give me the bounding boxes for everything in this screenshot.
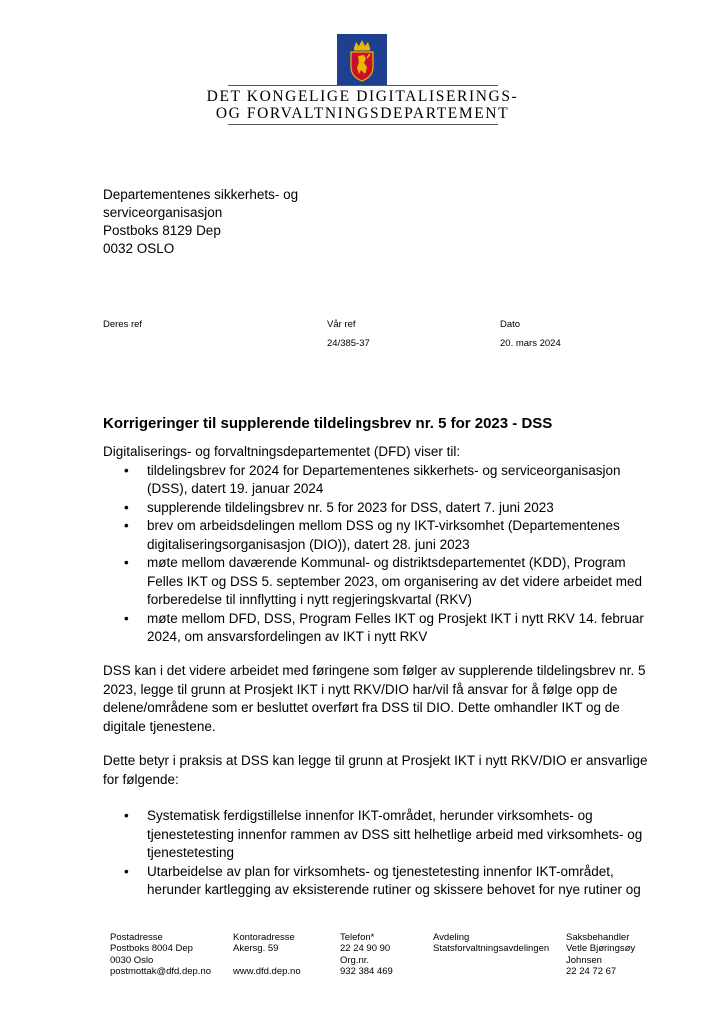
reference-list xyxy=(103,462,648,647)
intro-text: Digitaliserings- og forvaltningsdepartementet (DFD) viser til: xyxy=(103,444,461,459)
footer-value: Postboks 8004 Dep xyxy=(110,943,193,955)
list-item: • brev om arbeidsdelingen mellom DSS og ny IKT-virksomhet (Departementenes digitaliseringsorganisasjon (DIO)), datert 28. juni 2023 xyxy=(103,517,648,554)
footer-value: Akersg. 59 xyxy=(233,943,279,955)
var-ref-value: 24/385-37 xyxy=(327,338,370,349)
var-ref-label: Vår ref xyxy=(327,319,356,330)
recipient-address xyxy=(103,186,298,258)
footer-value: 22 24 90 90 xyxy=(340,943,391,955)
coat-of-arms-logo xyxy=(337,34,387,86)
footer-value xyxy=(233,955,301,966)
ministry-name-line1: DET KONGELIGE DIGITALISERINGS- xyxy=(206,88,519,105)
dato-value: 20. mars 2024 xyxy=(500,338,561,349)
footer-value: Johnsen xyxy=(566,954,602,966)
footer-label: Saksbehandler xyxy=(566,932,630,943)
footer-label: Avdeling xyxy=(433,932,470,943)
header-rule-top xyxy=(228,85,498,86)
footer-value: Statsforvaltningsavdelingen xyxy=(433,943,550,955)
recipient-line: Departementenes sikkerhets- og xyxy=(103,187,299,202)
recipient-line: serviceorganisasjon xyxy=(103,205,223,220)
footer-value: Vetle Bjøringsøy xyxy=(566,943,636,955)
footer-website: www.dfd.dep.no xyxy=(233,965,301,977)
list-item: • møte mellom daværende Kommunal- og distriktsdepartementet (KDD), Program Felles IKT og DSS 5. september 2023, om organisering av det videre arbeidet med forberedelse til innflytting i nytt regjeringskvartal (RKV) xyxy=(103,554,648,610)
footer-value: 22 24 72 67 xyxy=(566,965,617,977)
intro-section xyxy=(103,443,648,647)
footer-email: postmottak@dfd.dep.no xyxy=(110,965,212,977)
footer-telefon xyxy=(340,932,393,977)
list-item: • supplerende tildelingsbrev nr. 5 for 2023 for DSS, datert 7. juni 2023 xyxy=(103,499,648,518)
recipient-line: Postboks 8129 Dep xyxy=(103,223,221,238)
paragraph-1: DSS kan i det videre arbeidet med føringene som følger av supplerende tildelingsbrev nr. 5 2023, legge til grunn at Prosjekt IKT i nytt RKV/DIO har/vil få ansvar for å følge opp de delene/områdene som er besluttet overført fra DSS til DIO. Dette omhandler IKT og de digitale tjenestene. xyxy=(103,663,646,734)
footer-kontoradresse xyxy=(233,932,301,977)
list-item: • Utarbeidelse av plan for virksomhets- og tjenestetesting innenfor IKT-området, herunder kartlegging av eksisterende rutiner og skissere behovet for nye rutiner og xyxy=(103,863,648,900)
footer-avdeling xyxy=(433,932,549,955)
footer-label: Org.nr. xyxy=(340,954,370,966)
deres-ref-label: Deres ref xyxy=(103,319,143,330)
footer-saksbehandler xyxy=(566,932,635,977)
list-item: • tildelingsbrev for 2024 for Departementenes sikkerhets- og serviceorganisasjon (DSS), datert 19. januar 2024 xyxy=(103,462,648,499)
letter-title: Korrigeringer til supplerende tildelingsbrev nr. 5 for 2023 - DSS xyxy=(103,415,553,432)
footer-value: 932 384 469 xyxy=(340,965,393,977)
dato-label: Dato xyxy=(500,319,521,330)
footer-label: Postadresse xyxy=(110,932,163,943)
list-item: • Systematisk ferdigstillelse innenfor IKT-området, herunder virksomhets- og tjenestetesting innenfor rammen av DSS sitt helhetlige arbeid med virksomhets- og tjenestetesting xyxy=(103,807,648,863)
ministry-name-line2: OG FORVALTNINGSDEPARTEMENT xyxy=(215,105,510,122)
list-item: • møte mellom DFD, DSS, Program Felles IKT og Prosjekt IKT i nytt RKV 14. februar 2024, om ansvarsfordelingen av IKT i nytt RKV xyxy=(103,610,648,647)
responsibility-list xyxy=(103,807,648,900)
footer-label: Telefon* xyxy=(340,932,375,943)
paragraph-2: Dette betyr i praksis at DSS kan legge til grunn at Prosjekt IKT i nytt RKV/DIO er ansvarlige for følgende: xyxy=(103,753,648,787)
footer-label: Kontoradresse xyxy=(233,932,295,943)
footer-postadresse xyxy=(110,932,211,977)
header-rule-bottom xyxy=(228,124,498,125)
responsibility-section xyxy=(103,807,648,900)
footer-value: 0030 Oslo xyxy=(110,954,154,966)
recipient-line: 0032 OSLO xyxy=(103,241,175,256)
